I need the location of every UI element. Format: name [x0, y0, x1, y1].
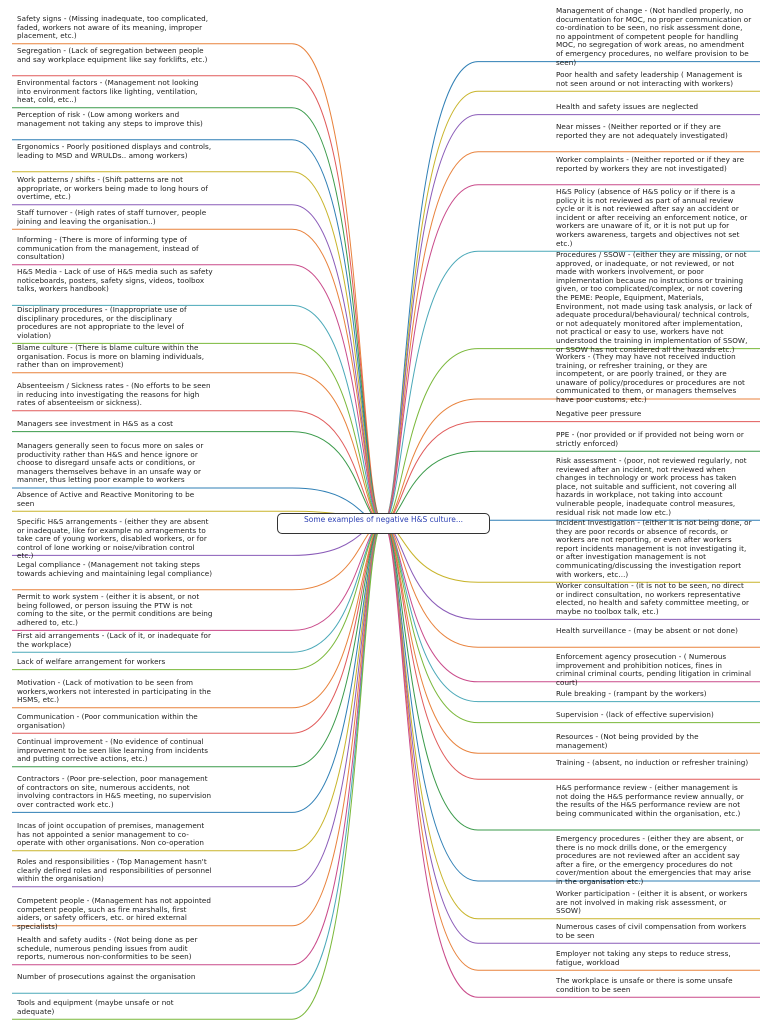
mindmap-node-right[interactable]: Negative peer pressure — [556, 409, 642, 418]
mindmap-node-left[interactable]: Roles and responsibilities - (Top Management hasn't clearly defined roles and responsibilities of personnel within the organisation) — [17, 857, 212, 884]
mindmap-node-left[interactable]: Managers generally seen to focus more on sales or productivity rather than H&S and hence ignore or choose to disregard unsafe acts or conditions, or managers themselves behave in an unsafe way or manner, thus letting poor example to workers — [17, 441, 204, 485]
mindmap-node-right[interactable]: Emergency procedures - (either they are absent, or there is no mock drills done, or the emergency procedures are not reviewed after an accident say after a fire, or the emergency procedures do not cover/mention about the emergencies that may arise in the organisation etc.) — [556, 834, 751, 886]
mindmap-node-left[interactable]: First aid arrangements - (Lack of it, or inadequate for the workplace) — [17, 631, 211, 649]
mindmap-node-right[interactable]: Training - (absent, no induction or refresher training) — [556, 758, 749, 767]
mindmap-node-left[interactable]: Tools and equipment (maybe unsafe or not adequate) — [17, 998, 174, 1016]
mindmap-node-left[interactable]: Lack of welfare arrangement for workers — [17, 657, 166, 666]
mindmap-node-left[interactable]: Number of prosecutions against the organisation — [17, 972, 196, 981]
mindmap-node-right[interactable]: Health and safety issues are neglected — [556, 102, 699, 111]
mindmap-node-left[interactable]: Communication - (Poor communication within the organisation) — [17, 712, 198, 730]
mindmap-node-left[interactable]: Health and safety audits - (Not being done as per schedule, numerous pending issues from audit reports, numerous non-conformities to be seen) — [17, 935, 198, 962]
mindmap-node-right[interactable]: H&S performance review - (either management is not doing the H&S performance review annually, or the results of the H&S performance review are not being communicated within the organisation, etc.) — [556, 783, 744, 818]
mindmap-node-right[interactable]: Incident Investigation - (either it is not being done, or they are poor records or absence of records, or workers are not reporting, or even after workers report incidents management is not investigating it, or after investigation management is not communicating/discussing the investigation report with workers, etc...) — [556, 518, 752, 579]
mindmap-node-right[interactable]: Workers - (They may have not received induction training, or refresher training, or they are incompetent, or are poorly trained, or they are unaware of policy/procedures or procedures are not communicated to them, or managers themselves have poor customs, etc.) — [556, 352, 745, 404]
mindmap-node-left[interactable]: Competent people - (Management has not appointed competent people, such as fire marshalls, first aiders, or safety officers, etc. or hired external specialists) — [17, 896, 211, 931]
mindmap-node-right[interactable]: Worker consultation - (it is not to be seen, no direct or indirect consultation, no workers representative elected, no health and safety committee meeting, or maybe no toolbox talk, etc.) — [556, 581, 750, 616]
mindmap-node-right[interactable]: Enforcement agency prosecution - ( Numerous improvement and prohibition notices, fines in criminal criminal courts, pending litigation in criminal court) — [556, 652, 752, 687]
mindmap-node-left[interactable]: Permit to work system - (either it is absent, or not being followed, or person issuing the PTW is not coming to the site, or the permit conditions are being adhered to, etc.) — [17, 592, 213, 627]
mindmap-node-left[interactable]: Segregation - (Lack of segregation between people and say workplace equipment like say forklifts, etc.) — [17, 46, 208, 64]
mindmap-node-left[interactable]: Work patterns / shifts - (Shift patterns are not appropriate, or workers being made to long hours of overtime, etc.) — [17, 175, 208, 202]
mindmap-node-right[interactable]: Near misses - (Neither reported or if they are reported they are not adequately investigated) — [556, 122, 728, 140]
mindmap-node-left[interactable]: Disciplinary procedures - (Inappropriate use of disciplinary procedures, or the disciplinary procedures are not appropriate to the level of violation) — [17, 305, 187, 340]
mindmap-node-right[interactable]: Poor health and safety leadership ( Management is not seen around or not interacting with workers) — [556, 70, 743, 88]
mindmap-node-left[interactable]: Specific H&S arrangements - (either they are absent or inadequate, like for example no arrangements to take care of young workers, disabled workers, or for control of lone working or noise/vibration control etc.) — [17, 517, 209, 561]
mindmap-node-right[interactable]: Supervision - (lack of effective supervision) — [556, 710, 714, 719]
mindmap-node-right[interactable]: PPE - (nor provided or if provided not being worn or strictly enforced) — [556, 430, 744, 448]
mindmap-node-left[interactable]: Absence of Active and Reactive Monitoring to be seen — [17, 490, 195, 508]
mindmap-node-right[interactable]: Management of change - (Not handled properly, no documentation for MOC, no proper communication or co-ordination to be seen, no risk assessment done, no appointment of competent people for handling MOC, no segregation of work areas, no amendment of emergency procedures, no welfare provision to be seen) — [556, 6, 752, 67]
mindmap-node-right[interactable]: Resources - (Not being provided by the management) — [556, 732, 699, 750]
mindmap-node-right[interactable]: Employer not taking any steps to reduce stress, fatigue, workload — [556, 949, 731, 967]
mindmap-node-left[interactable]: Contractors - (Poor pre-selection, poor management of contractors on site, numerous accidents, not involving contractors in H&S meeting, no supervision over contracted work etc.) — [17, 774, 212, 809]
mindmap-node-left[interactable]: Staff turnover - (High rates of staff turnover, people joining and leaving the organisation..) — [17, 208, 207, 226]
mindmap-node-left[interactable]: Motivation - (Lack of motivation to be seen from workers,workers not interested in participating in the HSMS, etc.) — [17, 678, 212, 705]
mindmap-node-right[interactable]: Worker complaints - (Neither reported or if they are reported by workers they are not investigated) — [556, 155, 745, 173]
mindmap-node-left[interactable]: Informing - (There is more of informing type of communication from the management, instead of consultation) — [17, 235, 199, 262]
central-topic[interactable]: Some examples of negative H&S culture... — [277, 513, 490, 534]
mindmap-node-left[interactable]: Absenteeism / Sickness rates - (No efforts to be seen in reducing into investigating the reasons for high rates of absenteeism or sickness). — [17, 381, 211, 408]
mindmap-node-left[interactable]: Legal compliance - (Management not taking steps towards achieving and maintaining legal compliance) — [17, 560, 213, 578]
mindmap-node-right[interactable]: Rule breaking - (rampant by the workers) — [556, 689, 707, 698]
mindmap-node-left[interactable]: Perception of risk - (Low among workers and management not taking any steps to improve this) — [17, 110, 203, 128]
mindmap-node-right[interactable]: H&S Policy (absence of H&S policy or if there is a policy it is not reviewed as part of annual review cycle or it is not reviewed after say an accident or incident or after receiving an enforcement notice, or workers are unaware of it, or it is not put up for workers awareness, targets and objectives not set etc.) — [556, 187, 748, 248]
mindmap-node-right[interactable]: Health surveillance - (may be absent or not done) — [556, 626, 738, 635]
mindmap-node-left[interactable]: Ergonomics - Poorly positioned displays and controls, leading to MSD and WRULDs.. among workers) — [17, 142, 212, 160]
mindmap-node-right[interactable]: The workplace is unsafe or there is some unsafe condition to be seen — [556, 976, 733, 994]
mindmap-node-left[interactable]: Blame culture - (There is blame culture within the organisation. Focus is more on blaming individuals, rather than on improvement) — [17, 343, 205, 370]
mindmap-node-left[interactable]: Continual improvement - (No evidence of continual improvement to be seen like learning from incidents and putting corrective actions, etc.) — [17, 737, 209, 764]
mindmap-node-left[interactable]: Managers see investment in H&S as a cost — [17, 419, 174, 428]
mindmap-node-right[interactable]: Risk assessment - (poor, not reviewed regularly, not reviewed after an incident, not reviewed when changes in technology or work process has taken place, not suitable and sufficient, not covering all hazards in workplace, not taking into account vulnerable people, inadequate control measures, residual risk not made low etc.) — [556, 456, 747, 517]
mindmap-node-left[interactable]: Environmental factors - (Management not looking into environment factors like lighting, ventilation, heat, cold, etc..) — [17, 78, 199, 105]
mindmap-node-left[interactable]: H&S Media - Lack of use of H&S media such as safety noticeboards, posters, safety signs, videos, toolbox talks, workers handbook) — [17, 267, 213, 294]
mindmap-node-right[interactable]: Procedures / SSOW - (either they are missing, or not approved, or inadequate, or not reviewed, or not made with workers involvement, or poor implementation because no instructions or training given, or too complicated/complex, or not covering the PEME: People, Equipment, Materials, Environment, not made using task analysis, or lack of adequate procedural/behavioural/ technical controls, or not adequately monitored after implementation, not practical or easy to use, workers have not understood the training in implementation of SSOW, or SSOW has not considered all the hazards etc.) — [556, 250, 752, 354]
mindmap-node-right[interactable]: Worker participation - (either it is absent, or workers are not involved in making risk assessment, or SSOW) — [556, 889, 748, 916]
mindmap-node-left[interactable]: Safety signs - (Missing inadequate, too complicated, faded, workers not aware of its meaning, improper placement, etc.) — [17, 14, 209, 41]
mindmap-node-right[interactable]: Numerous cases of civil compensation from workers to be seen — [556, 922, 747, 940]
mindmap-node-left[interactable]: Incas of joint occupation of premises, management has not appointed a senior management to co-operate with other organisations. Non co-operation — [17, 821, 205, 848]
